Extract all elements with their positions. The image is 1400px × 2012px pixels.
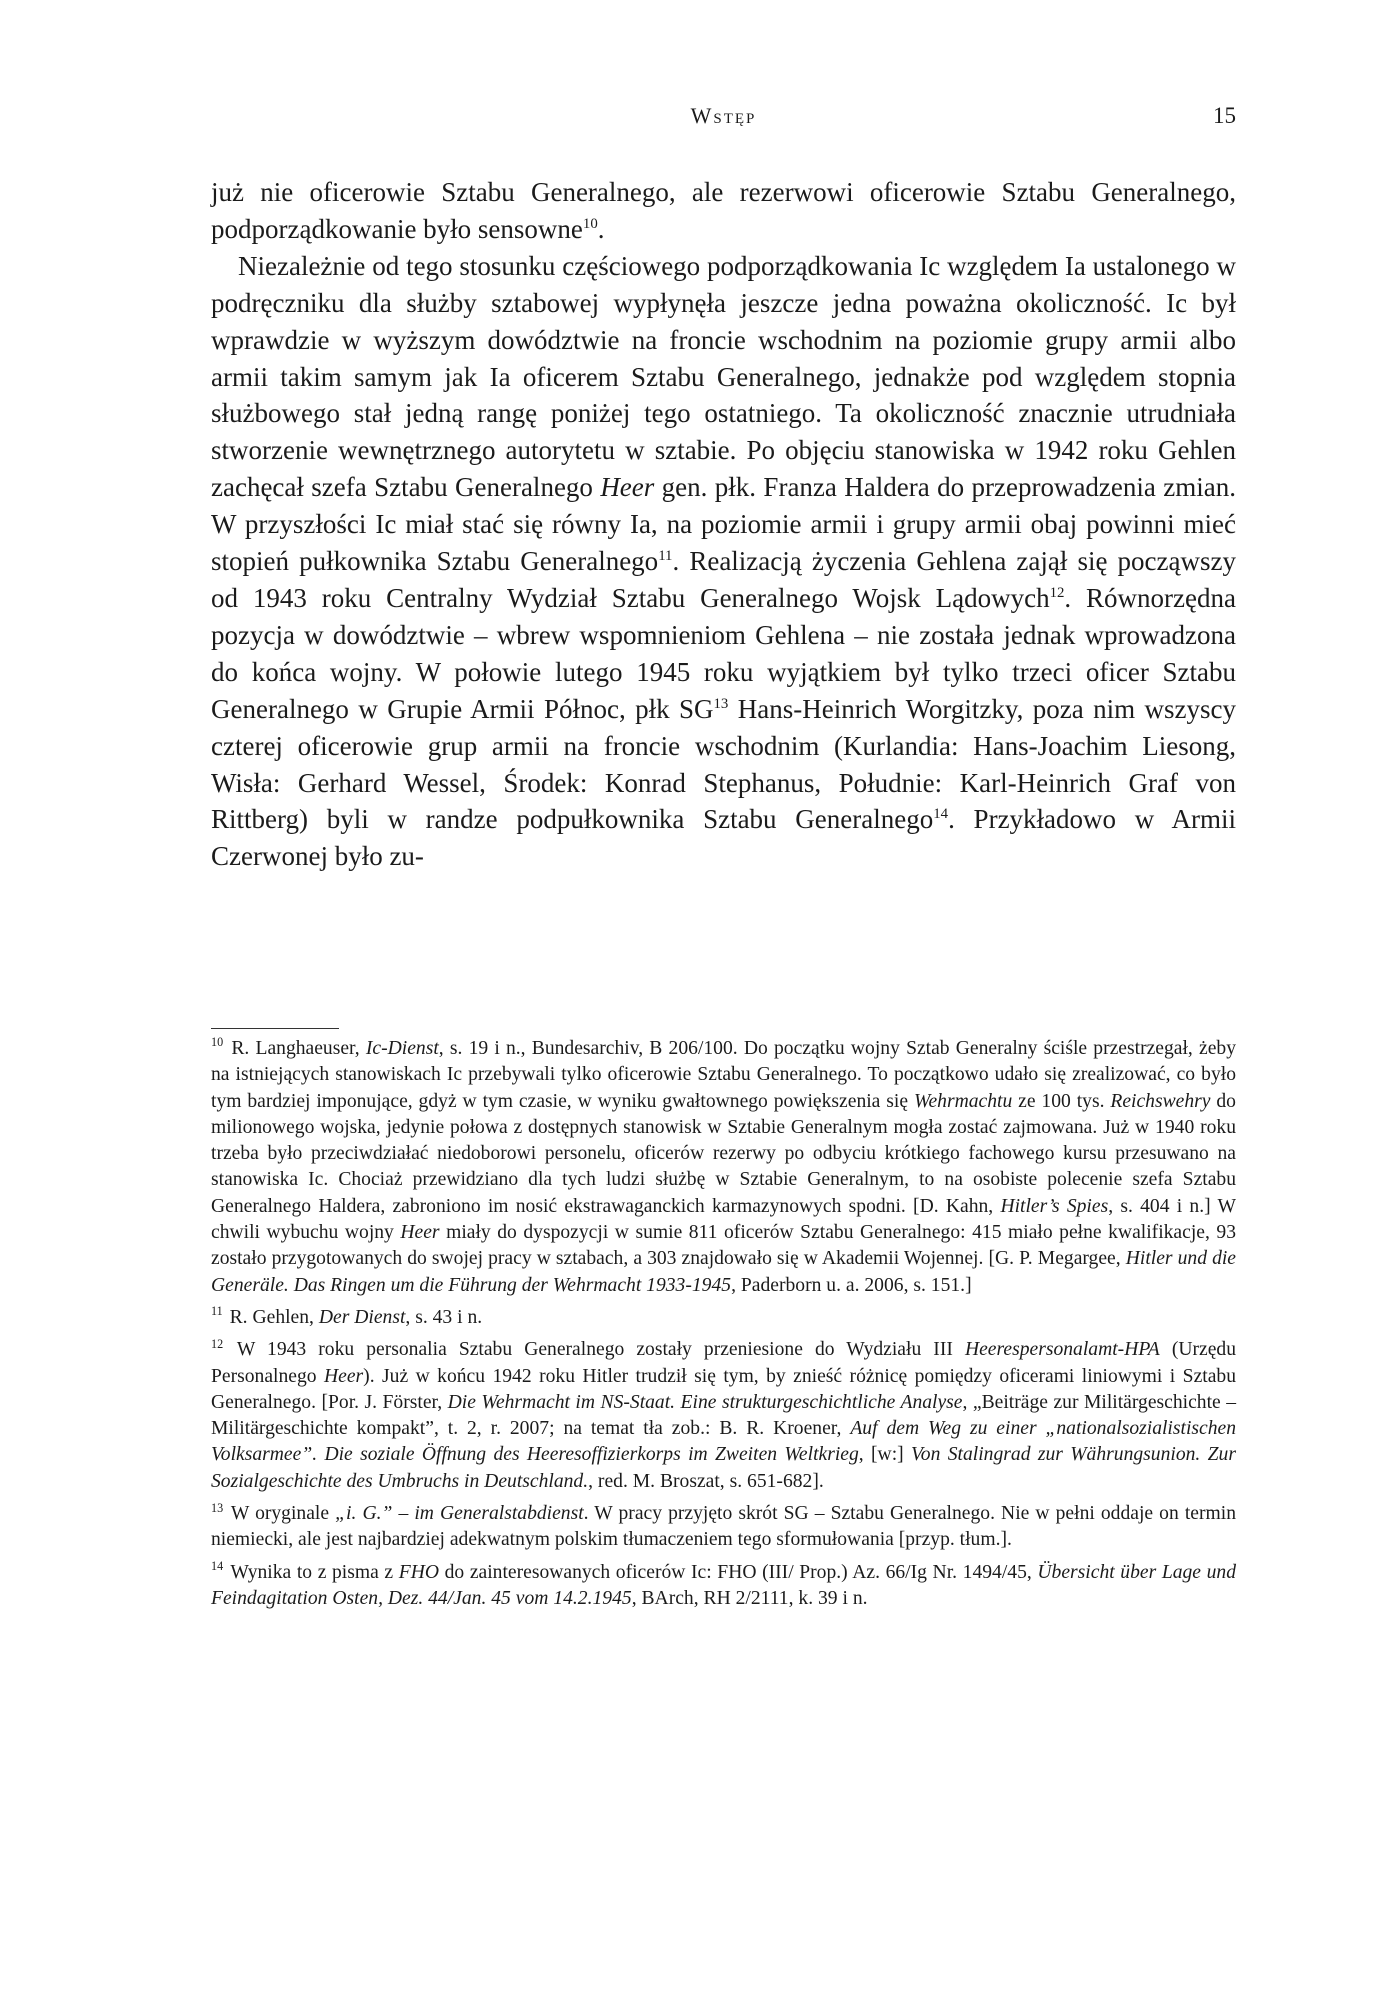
footnote-ref-11[interactable]: 11 bbox=[658, 548, 673, 565]
footnote-italic: Der Dienst bbox=[318, 1306, 406, 1328]
running-head bbox=[211, 103, 1236, 135]
footnote-italic: Hitler’s Spies bbox=[1000, 1195, 1109, 1217]
footnote-14 bbox=[211, 1560, 1236, 1613]
footnote-number: 12 bbox=[211, 1336, 224, 1351]
paragraph-1-text: już nie oficerowie Sztabu Generalnego, ale rezerwowi oficerowie Sztabu Generalnego, podporządkowanie było sensowne bbox=[211, 177, 1236, 244]
paragraph-2-text-2: gen. płk. Franza Haldera do przeprowadzenia zmian. W przyszłości Ic miał stać się równy Ia, na poziomie armii i grupy armii obaj powinni mieć stopień pułkownika Sztabu Generalnego bbox=[211, 472, 1236, 577]
footnote-text: . W pracy przyjęto skrót SG – Sztabu Generalnego. Nie w pełni oddaje on termin niemiecki, ale jest najbardziej adekwatnym polskim tłumaczeniem tego sformułowania [przyp. tłum.]. bbox=[211, 1503, 1236, 1551]
footnote-10 bbox=[211, 1036, 1236, 1299]
running-head-title: Wstęp bbox=[690, 103, 757, 128]
footnote-text: , Paderborn u. a. 2006, s. 151.] bbox=[731, 1274, 972, 1296]
footnote-italic: Ic-Dienst bbox=[365, 1038, 439, 1059]
page-number: 15 bbox=[1213, 103, 1236, 128]
footnote-italic: Übersicht über Lage und Feindagitation Osten, Dez. 44/Jan. 45 vom 14.2.1945 bbox=[211, 1561, 1237, 1609]
footnote-text: Wynika to z pisma z bbox=[225, 1561, 399, 1583]
footnote-ref-13[interactable]: 13 bbox=[713, 695, 729, 712]
footnote-text: , red. M. Broszat, s. 651-682]. bbox=[588, 1470, 824, 1492]
footnote-text: R. Langhaeuser, bbox=[225, 1038, 366, 1059]
footnote-ref-12[interactable]: 12 bbox=[1049, 584, 1065, 601]
footnote-text: do zainteresowanych oficerów Ic: FHO (III/ Prop.) Az. 66/Ig Nr. 1494/45, bbox=[439, 1561, 1038, 1583]
footnote-italic: FHO bbox=[398, 1561, 440, 1583]
footnote-text: miały do dyspozycji w sumie 811 oficerów Sztabu Generalnego: 415 miało pełne kwalifikacje, 93 zostało przygotowanych do swojej pracy w sztabach, a 303 znajdowało się w Akademii Wojennej. [G. P. Megargee, bbox=[211, 1222, 1236, 1270]
footnote-italic: „i. G.” – im Generalstabdienst bbox=[335, 1503, 584, 1525]
footnote-italic: Die Wehrmacht im NS-Staat. Eine strukturgeschichtliche Analyse bbox=[447, 1391, 963, 1413]
paragraph-2-text-4: . Równorzędna pozycja w dowództwie – wbrew wspomnieniom Gehlena – nie została jednak wprowadzona do końca wojny. W połowie lutego 1945 roku wyjątkiem był tylko trzeci oficer Sztabu Generalnego w Grupie Armii Północ, płk SG bbox=[211, 582, 1237, 724]
footnote-italic: Wehrmachtu bbox=[913, 1090, 1013, 1112]
footnote-text: , BArch, RH 2/2111, k. 39 i n. bbox=[631, 1587, 868, 1609]
paragraph-1-end: . bbox=[597, 213, 605, 244]
footnote-text: , s. 43 i n. bbox=[405, 1306, 483, 1328]
paragraph-2-text-3: . Realizacją życzenia Gehlena zajął się począwszy od 1943 roku Centralny Wydział Sztabu Generalnego Wojsk Lądowych bbox=[211, 546, 1236, 613]
paragraph-2-text-1: Niezależnie od tego stosunku częściowego podporządkowania Ic względem Ia ustalonego w podręczniku dla służby sztabowej wypłynęła jeszcze jedna poważna okoliczność. Ic był wprawdzie w wyższym dowództwie na froncie wschodnim na poziomie grupy armii albo armii takim samym jak Ia oficerem Sztabu Generalnego, jednakże pod względem stopnia służbowego stał jedną rangę poniżej tego ostatniego. Ta okoliczność znacznie utrudniała stworzenie wewnętrznego autorytetu w sztabie. Po objęciu stanowiska w 1942 roku Gehlen zachęcał szefa Sztabu Generalnego bbox=[211, 250, 1236, 503]
footnotes bbox=[211, 1036, 1236, 1618]
footnote-13 bbox=[211, 1501, 1236, 1554]
footnote-italic: Reichswehry bbox=[1110, 1090, 1211, 1112]
footnote-separator bbox=[211, 1028, 339, 1029]
footnote-12 bbox=[211, 1337, 1236, 1495]
paragraph-2-italic-heer: Heer bbox=[600, 472, 655, 503]
footnote-text: ze 100 tys. bbox=[1012, 1090, 1111, 1112]
footnote-text: do milionowego wojska, jedynie połowa z dostępnych stanowisk w Sztabie Generalnym mogła zostać zajmowana. Już w 1940 roku trzeba było przeciwdziałać niedoborowi personelu, oficerów rezerwy po odbyciu krótkiego fachowego kursu przesuwano na stanowiska Ic. Chociaż przewidziano dla tych ludzi służbę w Sztabie Generalnym, to na osobiste polecenie szefa Sztabu Generalnego Haldera, zabroniono im nosić ekstrawaganckich karmazynowych spodni. [D. Kahn, bbox=[211, 1090, 1236, 1217]
paragraph-2 bbox=[211, 248, 1236, 875]
footnote-italic: Von Stalingrad zur Währungsunion. Zur Sozialgeschichte des Umbruchs in Deutschland. bbox=[211, 1444, 1236, 1492]
footnote-text: , „Beiträge zur Militärgeschichte – Militärgeschichte kompakt”, t. 2, r. 2007; na temat tła zob.: B. R. Kroener, bbox=[211, 1391, 1236, 1440]
paragraph-2-text-6: . Przykładowo w Armii Czerwonej było zu- bbox=[211, 804, 1236, 872]
footnote-number: 10 bbox=[211, 1035, 224, 1050]
footnote-11 bbox=[211, 1305, 1236, 1331]
footnote-text: R. Gehlen, bbox=[224, 1306, 319, 1328]
footnote-text: , [w:] bbox=[858, 1444, 912, 1466]
footnote-number: 13 bbox=[211, 1500, 224, 1515]
footnote-text: , s. 19 i n., Bundesarchiv, B 206/100. Do początku wojny Sztab Generalny ściśle przestrzegał, żeby na istniejących stanowiskach Ic przebywali tylko oficerowie Sztabu Generalnego. To początkowo udało się zrealizować, co było tym bardziej imponujące, gdyż w tym czasie, w wyniku gwałtownego powiększenia się bbox=[211, 1038, 1236, 1112]
footnote-italic: Heer bbox=[400, 1222, 440, 1244]
footnote-text: (Urzędu Personalnego bbox=[211, 1339, 1237, 1387]
footnote-text: W oryginale bbox=[225, 1503, 336, 1525]
footnote-ref-10[interactable]: 10 bbox=[582, 215, 598, 232]
footnote-text: , s. 404 i n.] W chwili wybuchu wojny bbox=[211, 1195, 1236, 1244]
paragraph-2-text-5: Hans-Heinrich Worgitzky, poza nim wszyscy czterej oficerowie grup armii na froncie wschodnim (Kurlandia: Hans-Joachim Liesong, Wisła: Gerhard Wessel, Środek: Konrad Stephanus, Południe: Karl-Heinrich Graf von Rittberg) byli w randze podpułkownika Sztabu Generalnego bbox=[211, 693, 1236, 835]
footnote-italic: Heer bbox=[324, 1365, 364, 1387]
main-text bbox=[211, 174, 1236, 875]
footnote-italic: Heerespersonalamt-HPA bbox=[964, 1339, 1160, 1361]
footnote-italic: Auf dem Weg zu einer „nationalsozialistischen Volksarmee”. Die soziale Öffnung des Heeresoffizierkorps im Zweiten Weltkrieg bbox=[211, 1418, 1236, 1466]
footnote-ref-14[interactable]: 14 bbox=[933, 806, 949, 823]
footnote-number: 11 bbox=[211, 1304, 223, 1319]
footnote-text: W 1943 roku personalia Sztabu Generalnego zostały przeniesione do Wydziału III bbox=[225, 1339, 965, 1361]
footnote-number: 14 bbox=[211, 1559, 224, 1574]
footnote-italic: Hitler und die Generäle. Das Ringen um die Führung der Wehrmacht 1933-1945 bbox=[211, 1248, 1237, 1296]
footnote-text: ). Już w końcu 1942 roku Hitler trudził się tym, by znieść różnicę pomiędzy oficerami liniowymi i Sztabu Generalnego. [Por. J. Förster, bbox=[211, 1365, 1236, 1413]
paragraph-1 bbox=[211, 174, 1236, 248]
